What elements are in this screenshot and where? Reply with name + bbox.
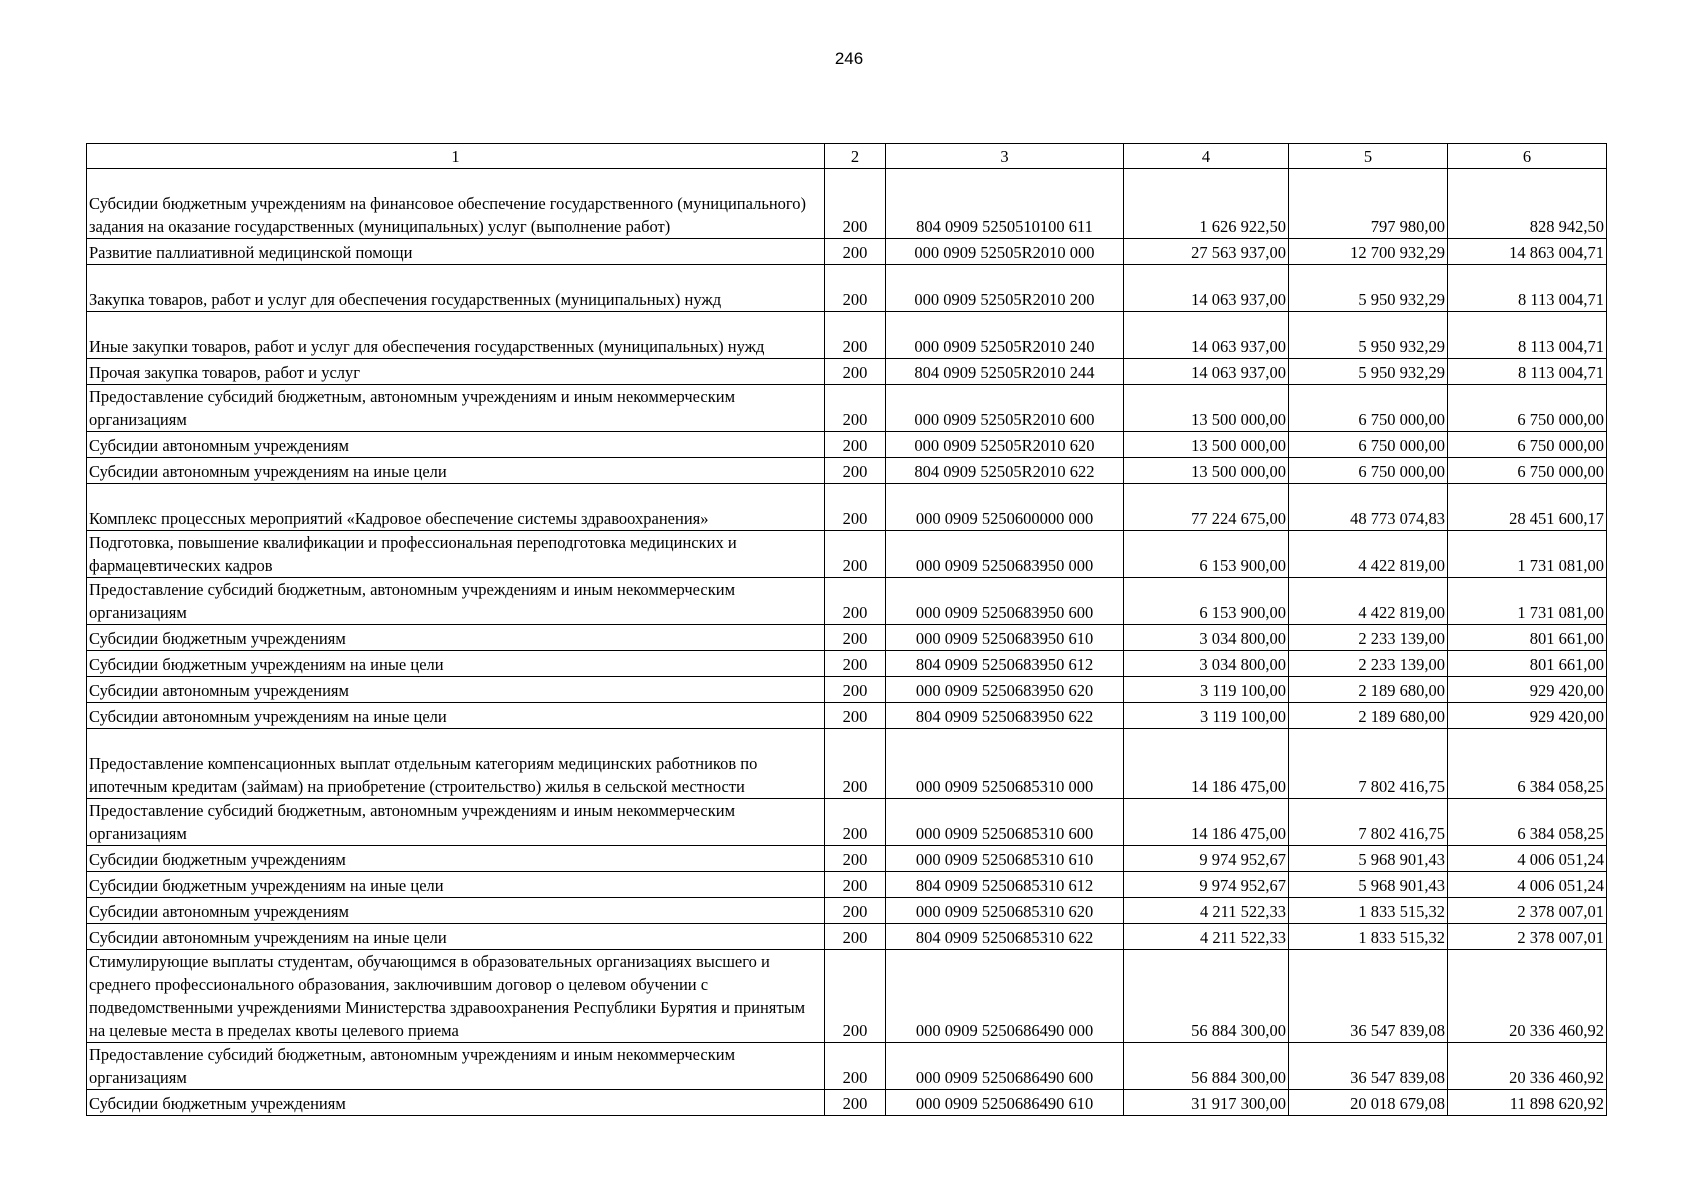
row-name: Субсидии бюджетным учреждениям на финансовое обеспечение государственного (муниципального) задания на оказание государственных (муниципальных) услуг (выполнение работ) — [87, 169, 825, 239]
row-value-4: 27 563 937,00 — [1124, 239, 1289, 265]
row-code: 200 — [825, 846, 886, 872]
budget-table — [86, 143, 1607, 1116]
row-code: 200 — [825, 625, 886, 651]
row-name: Предоставление компенсационных выплат отдельным категориям медицинских работников по ипотечным кредитам (займам) на приобретение (строительство) жилья в сельской местности — [87, 729, 825, 799]
row-value-4: 1 626 922,50 — [1124, 169, 1289, 239]
table-row — [87, 898, 1607, 924]
row-value-4: 77 224 675,00 — [1124, 484, 1289, 531]
row-code: 200 — [825, 432, 886, 458]
table-row — [87, 385, 1607, 432]
row-value-6: 20 336 460,92 — [1448, 950, 1607, 1043]
row-value-5: 4 422 819,00 — [1289, 578, 1448, 625]
table-header-row — [87, 144, 1607, 169]
row-classification: 000 0909 5250683950 620 — [886, 677, 1124, 703]
row-name: Субсидии автономным учреждениям на иные цели — [87, 458, 825, 484]
table-row — [87, 1090, 1607, 1116]
row-code: 200 — [825, 677, 886, 703]
column-header: 3 — [886, 144, 1124, 169]
row-name: Субсидии бюджетным учреждениям на иные цели — [87, 651, 825, 677]
page-number: 246 — [834, 49, 864, 68]
table-row — [87, 872, 1607, 898]
table-row — [87, 924, 1607, 950]
table-row — [87, 239, 1607, 265]
row-name: Иные закупки товаров, работ и услуг для обеспечения государственных (муниципальных) нужд — [87, 312, 825, 359]
row-code: 200 — [825, 531, 886, 578]
row-value-5: 1 833 515,32 — [1289, 898, 1448, 924]
row-value-5: 5 950 932,29 — [1289, 312, 1448, 359]
column-header: 6 — [1448, 144, 1607, 169]
row-name: Субсидии бюджетным учреждениям — [87, 1090, 825, 1116]
row-code: 200 — [825, 898, 886, 924]
row-name: Прочая закупка товаров, работ и услуг — [87, 359, 825, 385]
row-value-4: 3 034 800,00 — [1124, 625, 1289, 651]
table-row — [87, 458, 1607, 484]
row-code: 200 — [825, 312, 886, 359]
row-name: Предоставление субсидий бюджетным, автономным учреждениям и иным некоммерческим организациям — [87, 799, 825, 846]
row-name: Закупка товаров, работ и услуг для обеспечения государственных (муниципальных) нужд — [87, 265, 825, 312]
table-row — [87, 359, 1607, 385]
row-value-5: 6 750 000,00 — [1289, 385, 1448, 432]
row-name: Стимулирующие выплаты студентам, обучающимся в образовательных организациях высшего и среднего профессионального образования, заключившим договор о целевом обучении с подведомственными учреждениями Министерства здравоохранения Республики Бурятия и принятым на целевые места в пределах квоты целевого приема — [87, 950, 825, 1043]
row-value-4: 3 119 100,00 — [1124, 703, 1289, 729]
row-value-4: 56 884 300,00 — [1124, 1043, 1289, 1090]
row-value-6: 8 113 004,71 — [1448, 265, 1607, 312]
row-classification: 804 0909 52505R2010 244 — [886, 359, 1124, 385]
row-value-5: 5 950 932,29 — [1289, 359, 1448, 385]
row-name: Субсидии бюджетным учреждениям на иные цели — [87, 872, 825, 898]
row-name: Развитие паллиативной медицинской помощи — [87, 239, 825, 265]
table-row — [87, 432, 1607, 458]
row-value-6: 8 113 004,71 — [1448, 312, 1607, 359]
row-classification: 000 0909 5250686490 600 — [886, 1043, 1124, 1090]
table-row — [87, 169, 1607, 239]
row-value-4: 14 186 475,00 — [1124, 729, 1289, 799]
row-code: 200 — [825, 924, 886, 950]
row-value-6: 20 336 460,92 — [1448, 1043, 1607, 1090]
row-name: Комплекс процессных мероприятий «Кадровое обеспечение системы здравоохранения» — [87, 484, 825, 531]
row-value-6: 28 451 600,17 — [1448, 484, 1607, 531]
column-header: 4 — [1124, 144, 1289, 169]
table-row — [87, 729, 1607, 799]
row-value-5: 36 547 839,08 — [1289, 950, 1448, 1043]
table-row — [87, 265, 1607, 312]
row-value-4: 6 153 900,00 — [1124, 578, 1289, 625]
row-classification: 000 0909 5250685310 000 — [886, 729, 1124, 799]
row-value-4: 14 063 937,00 — [1124, 359, 1289, 385]
row-value-4: 13 500 000,00 — [1124, 458, 1289, 484]
row-value-6: 929 420,00 — [1448, 677, 1607, 703]
row-classification: 804 0909 5250685310 612 — [886, 872, 1124, 898]
row-name: Предоставление субсидий бюджетным, автономным учреждениям и иным некоммерческим организациям — [87, 385, 825, 432]
row-name: Субсидии автономным учреждениям — [87, 898, 825, 924]
row-value-4: 4 211 522,33 — [1124, 898, 1289, 924]
row-code: 200 — [825, 703, 886, 729]
row-code: 200 — [825, 729, 886, 799]
row-name: Предоставление субсидий бюджетным, автономным учреждениям и иным некоммерческим организациям — [87, 1043, 825, 1090]
row-value-6: 801 661,00 — [1448, 651, 1607, 677]
row-value-5: 2 189 680,00 — [1289, 677, 1448, 703]
row-name: Субсидии автономным учреждениям на иные цели — [87, 924, 825, 950]
row-value-6: 2 378 007,01 — [1448, 924, 1607, 950]
row-code: 200 — [825, 385, 886, 432]
row-classification: 000 0909 5250685310 600 — [886, 799, 1124, 846]
row-classification: 000 0909 52505R2010 200 — [886, 265, 1124, 312]
row-code: 200 — [825, 872, 886, 898]
row-name: Субсидии бюджетным учреждениям — [87, 846, 825, 872]
row-value-6: 6 384 058,25 — [1448, 729, 1607, 799]
row-classification: 000 0909 52505R2010 620 — [886, 432, 1124, 458]
row-value-5: 6 750 000,00 — [1289, 432, 1448, 458]
row-value-5: 6 750 000,00 — [1289, 458, 1448, 484]
table-row — [87, 578, 1607, 625]
row-value-5: 5 968 901,43 — [1289, 846, 1448, 872]
row-classification: 000 0909 52505R2010 600 — [886, 385, 1124, 432]
row-name: Субсидии автономным учреждениям — [87, 677, 825, 703]
row-value-6: 4 006 051,24 — [1448, 872, 1607, 898]
row-code: 200 — [825, 651, 886, 677]
row-code: 200 — [825, 1043, 886, 1090]
row-value-4: 6 153 900,00 — [1124, 531, 1289, 578]
row-value-6: 801 661,00 — [1448, 625, 1607, 651]
row-code: 200 — [825, 799, 886, 846]
row-classification: 000 0909 5250686490 000 — [886, 950, 1124, 1043]
row-classification: 000 0909 5250683950 610 — [886, 625, 1124, 651]
row-value-5: 4 422 819,00 — [1289, 531, 1448, 578]
row-value-5: 1 833 515,32 — [1289, 924, 1448, 950]
row-value-6: 1 731 081,00 — [1448, 578, 1607, 625]
row-classification: 804 0909 5250683950 612 — [886, 651, 1124, 677]
row-value-6: 11 898 620,92 — [1448, 1090, 1607, 1116]
row-code: 200 — [825, 458, 886, 484]
row-name: Субсидии автономным учреждениям — [87, 432, 825, 458]
row-code: 200 — [825, 950, 886, 1043]
row-name: Субсидии бюджетным учреждениям — [87, 625, 825, 651]
row-value-6: 14 863 004,71 — [1448, 239, 1607, 265]
row-value-4: 14 186 475,00 — [1124, 799, 1289, 846]
row-classification: 000 0909 5250685310 610 — [886, 846, 1124, 872]
row-classification: 804 0909 5250510100 611 — [886, 169, 1124, 239]
row-classification: 000 0909 52505R2010 000 — [886, 239, 1124, 265]
row-value-5: 5 968 901,43 — [1289, 872, 1448, 898]
row-value-6: 929 420,00 — [1448, 703, 1607, 729]
row-value-6: 6 750 000,00 — [1448, 458, 1607, 484]
row-code: 200 — [825, 239, 886, 265]
table-row — [87, 484, 1607, 531]
row-value-4: 13 500 000,00 — [1124, 432, 1289, 458]
row-value-5: 2 233 139,00 — [1289, 625, 1448, 651]
row-value-6: 6 750 000,00 — [1448, 432, 1607, 458]
table-row — [87, 846, 1607, 872]
table-row — [87, 312, 1607, 359]
row-value-6: 8 113 004,71 — [1448, 359, 1607, 385]
row-code: 200 — [825, 484, 886, 531]
row-value-5: 7 802 416,75 — [1289, 729, 1448, 799]
row-value-5: 36 547 839,08 — [1289, 1043, 1448, 1090]
row-code: 200 — [825, 265, 886, 312]
row-value-6: 6 750 000,00 — [1448, 385, 1607, 432]
row-value-4: 9 974 952,67 — [1124, 846, 1289, 872]
row-value-6: 2 378 007,01 — [1448, 898, 1607, 924]
row-value-4: 31 917 300,00 — [1124, 1090, 1289, 1116]
row-value-5: 12 700 932,29 — [1289, 239, 1448, 265]
row-value-4: 3 119 100,00 — [1124, 677, 1289, 703]
row-classification: 804 0909 5250683950 622 — [886, 703, 1124, 729]
table-row — [87, 950, 1607, 1043]
row-classification: 000 0909 5250686490 610 — [886, 1090, 1124, 1116]
column-header: 5 — [1289, 144, 1448, 169]
table-row — [87, 651, 1607, 677]
row-value-5: 2 233 139,00 — [1289, 651, 1448, 677]
row-value-6: 1 731 081,00 — [1448, 531, 1607, 578]
row-value-5: 5 950 932,29 — [1289, 265, 1448, 312]
row-value-4: 4 211 522,33 — [1124, 924, 1289, 950]
row-value-6: 4 006 051,24 — [1448, 846, 1607, 872]
row-classification: 000 0909 5250600000 000 — [886, 484, 1124, 531]
row-value-4: 3 034 800,00 — [1124, 651, 1289, 677]
row-value-5: 797 980,00 — [1289, 169, 1448, 239]
row-classification: 000 0909 52505R2010 240 — [886, 312, 1124, 359]
row-classification: 000 0909 5250685310 620 — [886, 898, 1124, 924]
row-value-4: 14 063 937,00 — [1124, 312, 1289, 359]
row-classification: 804 0909 52505R2010 622 — [886, 458, 1124, 484]
row-value-4: 9 974 952,67 — [1124, 872, 1289, 898]
row-code: 200 — [825, 578, 886, 625]
column-header: 1 — [87, 144, 825, 169]
row-value-4: 14 063 937,00 — [1124, 265, 1289, 312]
row-code: 200 — [825, 1090, 886, 1116]
row-value-6: 6 384 058,25 — [1448, 799, 1607, 846]
row-value-4: 13 500 000,00 — [1124, 385, 1289, 432]
row-value-5: 2 189 680,00 — [1289, 703, 1448, 729]
row-value-4: 56 884 300,00 — [1124, 950, 1289, 1043]
row-value-5: 48 773 074,83 — [1289, 484, 1448, 531]
row-classification: 000 0909 5250683950 000 — [886, 531, 1124, 578]
row-code: 200 — [825, 169, 886, 239]
table-row — [87, 1043, 1607, 1090]
row-value-5: 7 802 416,75 — [1289, 799, 1448, 846]
row-name: Подготовка, повышение квалификации и профессиональная переподготовка медицинских и фармацевтических кадров — [87, 531, 825, 578]
row-classification: 000 0909 5250683950 600 — [886, 578, 1124, 625]
row-classification: 804 0909 5250685310 622 — [886, 924, 1124, 950]
row-value-5: 20 018 679,08 — [1289, 1090, 1448, 1116]
row-name: Субсидии автономным учреждениям на иные цели — [87, 703, 825, 729]
table-row — [87, 703, 1607, 729]
row-name: Предоставление субсидий бюджетным, автономным учреждениям и иным некоммерческим организациям — [87, 578, 825, 625]
table-row — [87, 677, 1607, 703]
row-value-6: 828 942,50 — [1448, 169, 1607, 239]
table-row — [87, 625, 1607, 651]
row-code: 200 — [825, 359, 886, 385]
column-header: 2 — [825, 144, 886, 169]
table-row — [87, 799, 1607, 846]
table-row — [87, 531, 1607, 578]
